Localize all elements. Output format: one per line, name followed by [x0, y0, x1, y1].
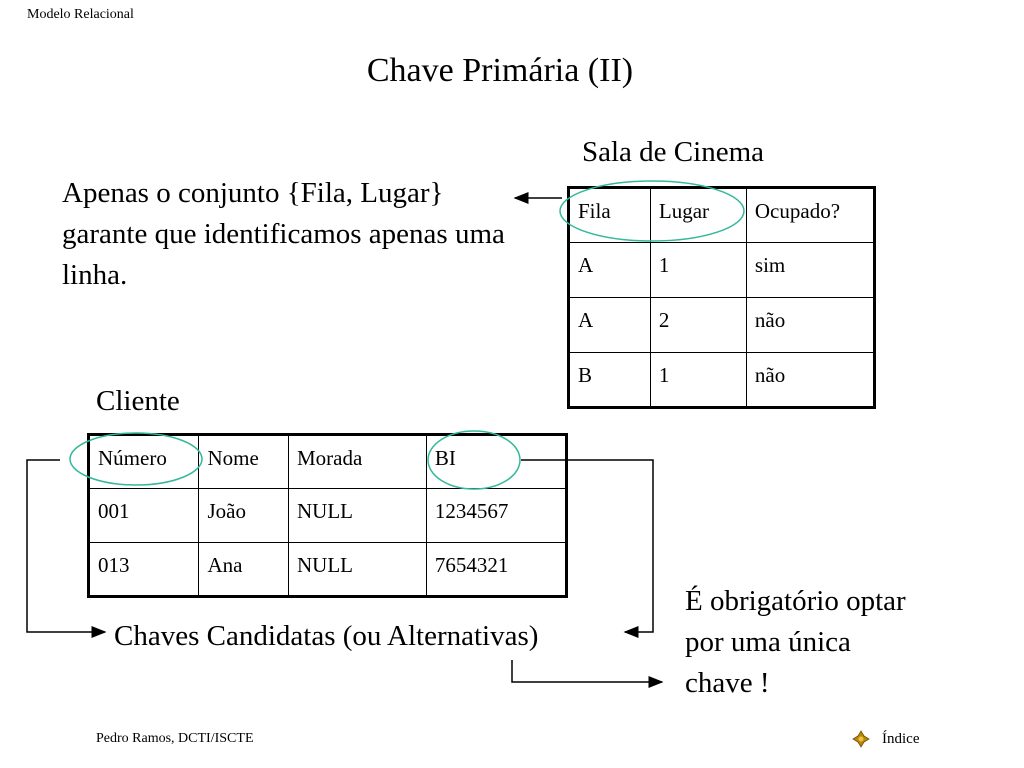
- footer-author: Pedro Ramos, DCTI/ISCTE: [96, 731, 254, 746]
- table-cell: NULL: [288, 489, 426, 543]
- column-header: Fila: [569, 188, 651, 243]
- chaves-to-obrigatorio-arrow: [512, 660, 662, 682]
- table-row: [89, 489, 567, 543]
- table-cell: B: [569, 353, 651, 408]
- primary-key-note: Apenas o conjunto {Fila, Lugar} garante que identificamos apenas uma linha.: [62, 177, 505, 291]
- sala-table-title: Sala de Cinema: [582, 136, 765, 168]
- table-cell: 1: [650, 353, 746, 408]
- table-cell: Ana: [199, 543, 289, 597]
- indice-link[interactable]: [852, 730, 919, 748]
- table-cell: 1234567: [426, 489, 566, 543]
- column-header: Número: [89, 435, 199, 489]
- table-header-row: [569, 188, 875, 243]
- table-cell: João: [199, 489, 289, 543]
- mandatory-note: É obrigatório optar por uma única chave !: [685, 585, 906, 699]
- table-row: [89, 543, 567, 597]
- cliente-table: [87, 433, 568, 598]
- table-cell: NULL: [288, 543, 426, 597]
- column-header: Nome: [199, 435, 289, 489]
- column-header: Morada: [288, 435, 426, 489]
- table-cell: A: [569, 298, 651, 353]
- column-header: Lugar: [650, 188, 746, 243]
- table-cell: 1: [650, 243, 746, 298]
- table-cell: não: [746, 298, 874, 353]
- slide-title: Chave Primária (II): [366, 52, 634, 89]
- table-cell: 7654321: [426, 543, 566, 597]
- column-header: Ocupado?: [746, 188, 874, 243]
- diamond-nav-icon: [852, 730, 870, 748]
- table-cell: A: [569, 243, 651, 298]
- sala-de-cinema-table: [567, 186, 876, 409]
- table-cell: 2: [650, 298, 746, 353]
- column-header: BI: [426, 435, 566, 489]
- table-row: [569, 243, 875, 298]
- table-cell: 001: [89, 489, 199, 543]
- candidate-keys-label: Chaves Candidatas (ou Alternativas): [114, 620, 539, 652]
- table-cell: 013: [89, 543, 199, 597]
- header-label: Modelo Relacional: [27, 7, 134, 22]
- table-header-row: [89, 435, 567, 489]
- cliente-table-title: Cliente: [96, 385, 180, 417]
- indice-label[interactable]: Índice: [882, 730, 920, 747]
- table-cell: sim: [746, 243, 874, 298]
- table-row: [569, 298, 875, 353]
- table-row: [569, 353, 875, 408]
- table-cell: não: [746, 353, 874, 408]
